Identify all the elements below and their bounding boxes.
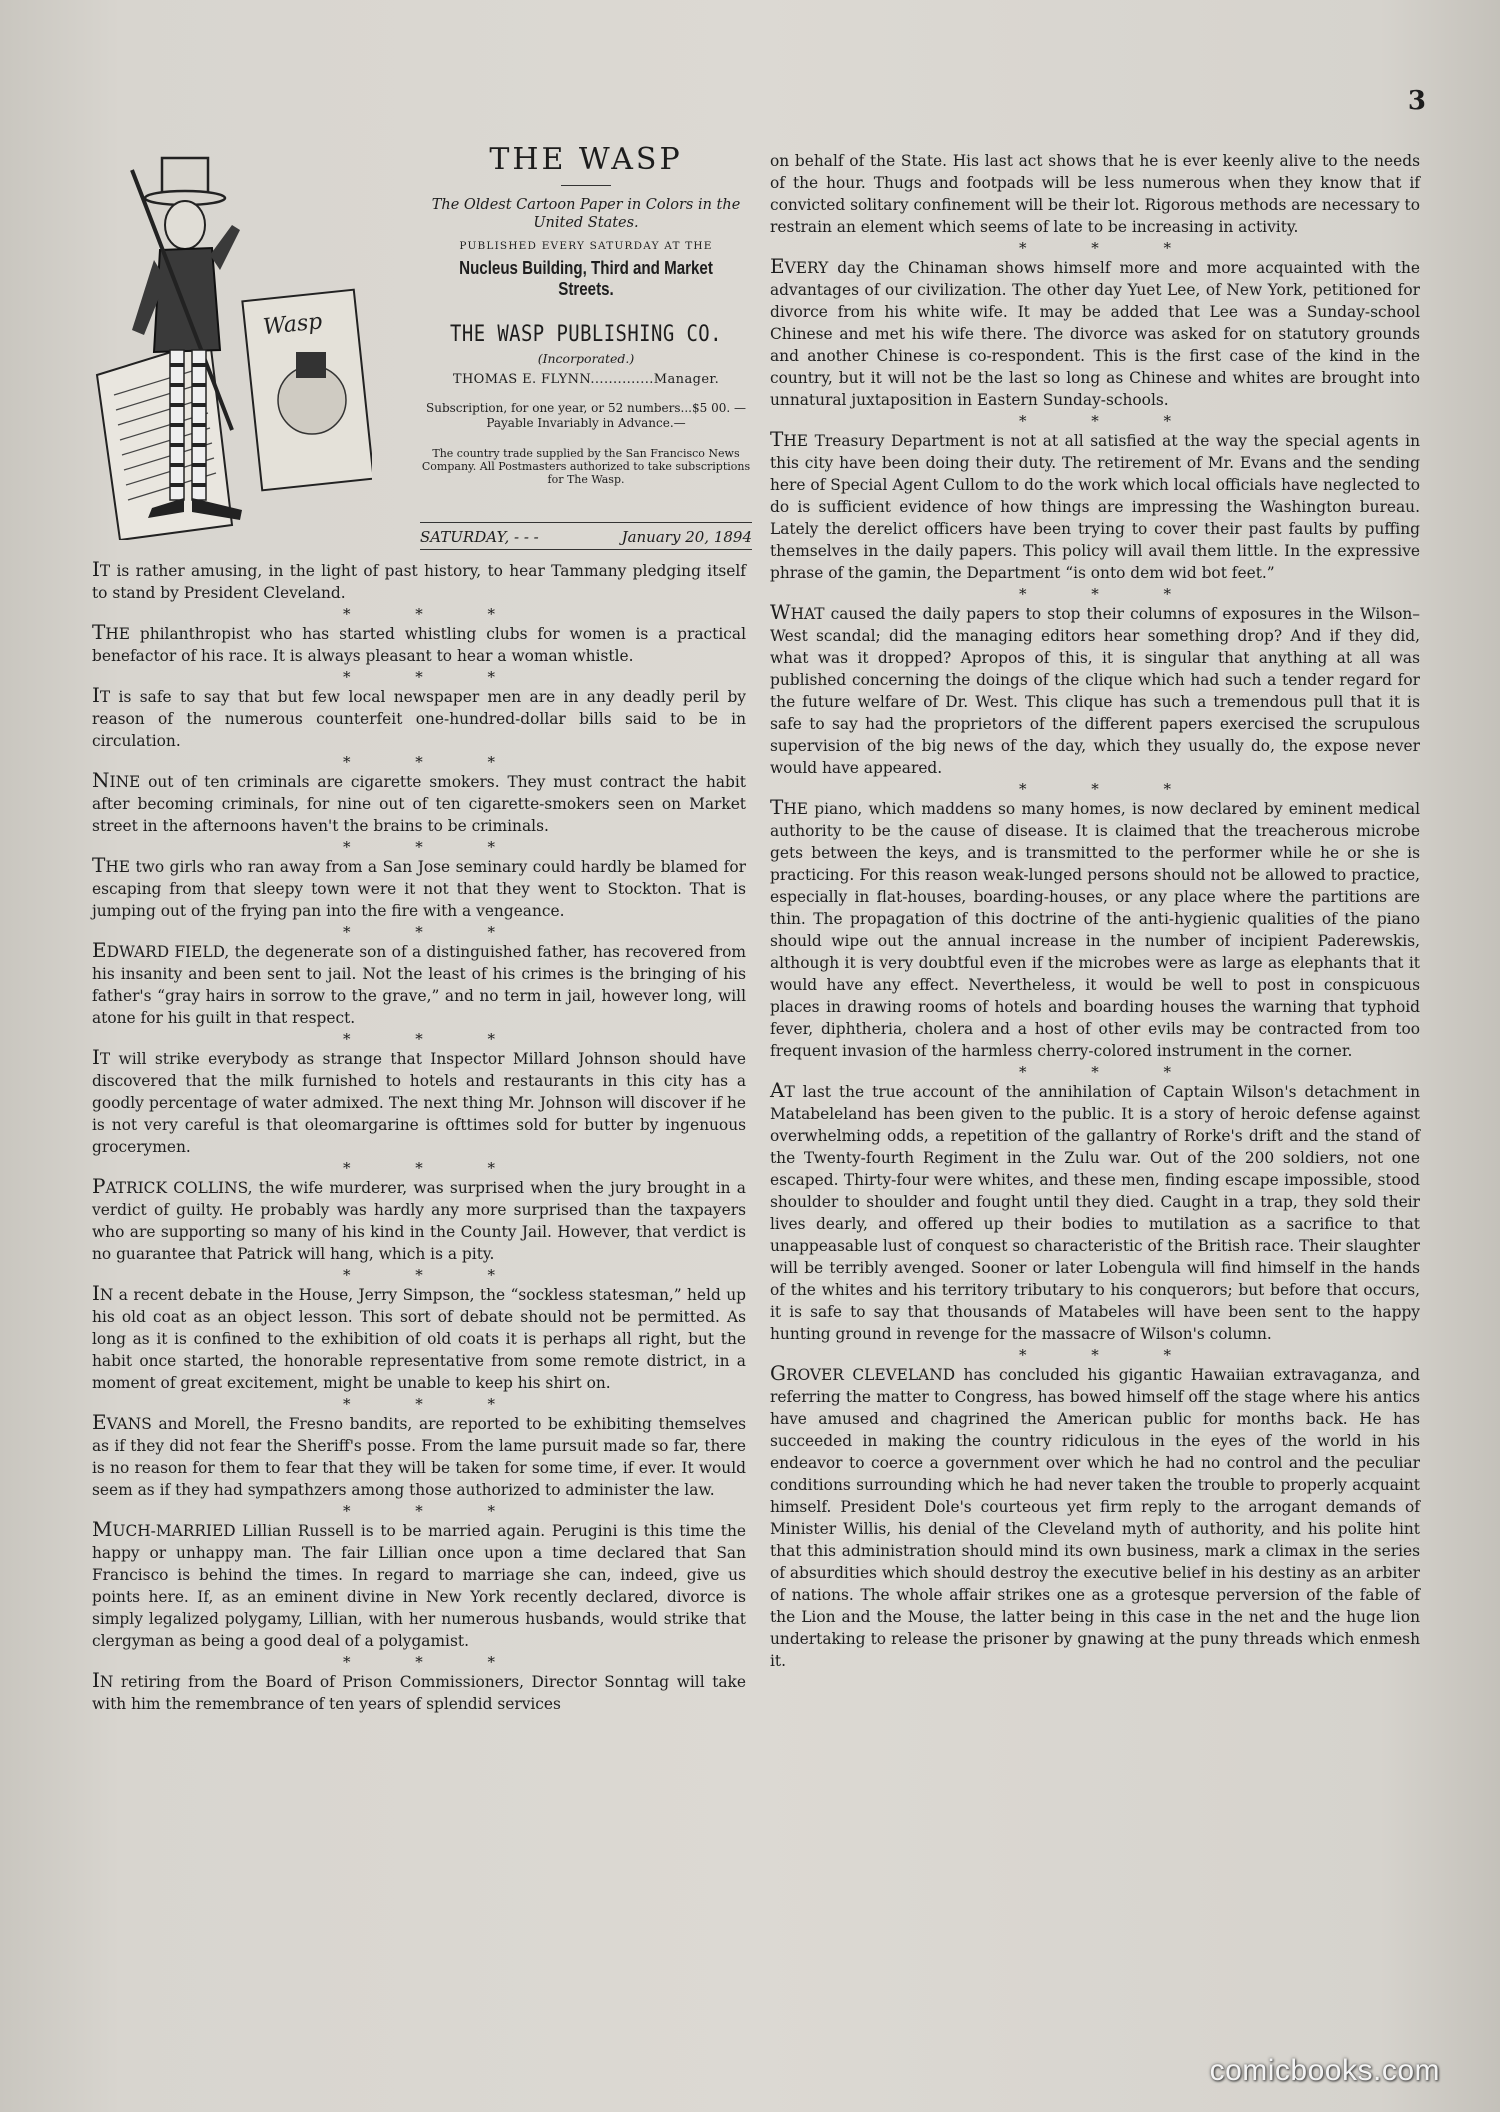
newspaper-title: THE WASP xyxy=(489,142,683,177)
article-paragraph xyxy=(770,150,1420,238)
page-number: 3 xyxy=(1407,86,1426,116)
drop-letter: T xyxy=(92,853,106,877)
paragraph-text: T last the true account of the annihilation of Captain Wilson's detachment in Matabeleland has been given to the public. It is a story of heroic defense against overwhelming odds, a repetition of the gallantry of Rorke's drift and the stand of the Twenty-fourth Regiment in the Zulu war. Out of the 200 soldiers, not one escaped. Thirty-four were whites, and these men, finding escape impossible, stood shoulder to shoulder and fought until they died. Caught in a trap, they sold their lives dearly, and offered up their bodies to mutilation as a sacrifice to that unappeasable lust of conquest so characteristic of the British race. Their slaughter will be terribly avenged. Sooner or later Lobengula will find himself in the hands of the whites and his territory tributary to his conquerors; but before that occurs, it is safe to say that thousands of Matabeles will have been sent to the happy hunting ground in revenge for the massacre of Wilson's column. xyxy=(770,1083,1420,1343)
drop-letter: I xyxy=(92,1045,100,1069)
drop-letter: G xyxy=(770,1361,786,1385)
section-separator: * * * xyxy=(342,1159,526,1177)
trade-note: The country trade supplied by the San Francisco News Company. All Postmasters authorized to take subscriptions for The Wasp. xyxy=(421,447,751,486)
drop-letter: I xyxy=(92,683,100,707)
drop-letter: I xyxy=(92,1668,100,1692)
section-separator: * * * xyxy=(342,1653,526,1671)
section-separator: * * * xyxy=(342,605,526,623)
drop-letter: A xyxy=(770,1078,785,1102)
paragraph-text: HAT caused the daily papers to stop their columns of exposures in the Wilson–West scandal; did the managing editors hear something drop? And if they did, what was it dropped? Apropos of this, it is singular that anything at all was published concerning the doings of the clique which had such a tender regard for the future welfare of Dr. West. This clique has such a tremendous pull that it is safe to say had the proprietors of the different papers exercised the scrupulous supervision of the big news of the day, which they usually do, the expose never would have appeared. xyxy=(770,605,1420,777)
masthead-cartoon-illustration xyxy=(92,130,372,540)
drop-letter: N xyxy=(92,768,110,792)
article-paragraph xyxy=(92,1410,746,1501)
drop-letter: M xyxy=(92,1517,113,1541)
article-paragraph xyxy=(92,1045,746,1158)
article-paragraph xyxy=(92,683,746,752)
dateline-date: January 20, 1894 xyxy=(621,528,752,546)
section-separator: * * * xyxy=(342,923,526,941)
paragraph-text: HE piano, which maddens so many homes, is now declared by eminent medical authority to be the cause of disease. It is claimed that the treacherous microbe gets between the keys, and is transmitted to the performer while he or she is practicing. For this reason weak-lunged persons should not be allowed to practice, especially in flat-houses, boarding-houses, or any place where the partitions are thin. The propagation of this doctrine of the anti-hygienic qualities of the piano should wipe out the annual increase in the number of incipient Paderewskis, although it is very doubtful even if the microbes were as large as elephants that it would have any effect. Nevertheless, it would be well to post in conspicuous places in drawing rooms of hotels and boarding houses the warning that typhoid fever, diphtheria, cholera and a host of other evils may be contracted from too frequent invasion of the harmless cherry-colored instrument in the corner. xyxy=(770,800,1420,1060)
section-separator: * * * xyxy=(1018,1346,1202,1364)
section-separator: * * * xyxy=(342,1266,526,1284)
article-paragraph xyxy=(770,254,1420,411)
article-paragraph xyxy=(770,795,1420,1062)
drop-letter: E xyxy=(770,254,785,278)
incorporated-note: (Incorporated.) xyxy=(537,351,635,366)
section-separator: * * * xyxy=(342,668,526,686)
section-separator: * * * xyxy=(1018,1063,1202,1081)
paragraph-text: T is rather amusing, in the light of past history, to hear Tammany pledging itself to stand by President Cleveland. xyxy=(92,562,746,602)
article-paragraph xyxy=(92,1517,746,1652)
paragraph-text: ATRICK COLLINS, the wife murderer, was surprised when the jury brought in a verdict of guilty. He probably was hardly any more surprised than the taxpayers who are supporting so many of his kind in the County Jail. However, that verdict is no guarantee that Patrick will hang, which is a pity. xyxy=(92,1179,746,1263)
article-paragraph xyxy=(92,768,746,837)
article-paragraph xyxy=(92,1281,746,1394)
drop-letter: I xyxy=(92,557,100,581)
article-paragraph xyxy=(770,1361,1420,1672)
drop-letter: T xyxy=(770,795,784,819)
masthead-text xyxy=(420,142,752,486)
paragraph-text: UCH-MARRIED Lillian Russell is to be married again. Perugini is this time the happy or unhappy man. The fair Lillian once upon a time declared that San Francisco is behind the times. In regard to marriage she can, indeed, give us points here. If, as an eminent divine in New York recently declared, divorce is simply legalized polygamy, Lillian, with her numerous husbands, would strike that clergyman as being a good deal of a polygamist. xyxy=(92,1522,746,1650)
section-separator: * * * xyxy=(1018,585,1202,603)
paragraph-text: VERY day the Chinaman shows himself more and more acquainted with the advantages of our civilization. The other day Yuet Lee, of New York, petitioned for divorce from his white wife. It may be added that Lee was a Sunday-school Chinese and met his wife there. The divorce was asked for on statutory grounds and another Chinese is co-respondent. This is the first case of the kind in the country, but it will not be the last so long as Chinese and whites are brought into unnatural juxtaposition in Eastern Sunday-schools. xyxy=(770,259,1420,409)
paragraph-text: T is safe to say that but few local newspaper men are in any deadly peril by reason of the numerous counterfeit one-hundred-dollar bills said to be in circulation. xyxy=(92,688,746,750)
article-paragraph xyxy=(92,557,746,604)
paragraph-text: DWARD FIELD, the degenerate son of a distinguished father, has recovered from his insanity and been sent to jail. Not the least of his crimes is the bringing of his father's “gray hairs in sorrow to the grave,” and no term in jail, however long, will atone for his guilt in that respect. xyxy=(92,943,746,1027)
drop-letter: P xyxy=(92,1174,106,1198)
left-column xyxy=(92,557,746,1715)
drop-letter: T xyxy=(92,620,106,644)
paragraph-text: T will strike everybody as strange that Inspector Millard Johnson should have discovered that the milk furnished to hotels and restaurants in this city has a goodly percentage of water admixed. The next thing Mr. Johnson will discover if he is not very careful is that oleomargarine is ofttimes sold for butter by ingenuous grocerymen. xyxy=(92,1050,746,1156)
published-note: PUBLISHED EVERY SATURDAY AT THE xyxy=(459,240,713,252)
article-paragraph xyxy=(92,1668,746,1715)
paragraph-text: HE two girls who ran away from a San Jose seminary could hardly be blamed for escaping from that sleepy town were it not that they went to Stockton. That is jumping out of the frying pan into the fire with a vengeance. xyxy=(92,858,746,920)
article-paragraph xyxy=(92,620,746,667)
drop-letter: W xyxy=(770,600,791,624)
section-separator: * * * xyxy=(1018,412,1202,430)
paragraph-text: on behalf of the State. His last act shows that he is ever keenly alive to the needs of the hour. Thugs and footpads will be less numerous when they know that if convicted solitary confinement will be their lot. Rigorous methods are necessary to restrain an element which seems of late to be increasing in activity. xyxy=(770,152,1420,236)
dateline xyxy=(420,522,752,550)
article-paragraph xyxy=(92,853,746,922)
paragraph-text: N retiring from the Board of Prison Commissioners, Director Sonntag will take with him the remembrance of ten years of splendid services xyxy=(92,1673,746,1713)
article-paragraph xyxy=(92,1174,746,1265)
paragraph-text: ROVER CLEVELAND has concluded his gigantic Hawaiian extravaganza, and referring the matter to Congress, has bowed himself off the stage where his antics have amused and chagrined the American public for months back. He has succeeded in making the country ridiculous in the eyes of the world in his endeavor to coerce a government over which he had no control and the peculiar conditions surrounding which he had never taken the trouble to properly acquaint himself. President Dole's courteous yet firm reply to the arrogant demands of Minister Willis, his denial of the Cleveland myth of authority, and his polite hint that this administration should mind its own business, mark a climax in the series of absurdities which should destroy the executive belief in his destiny as an arbiter of nations. The whole affair strikes one as a grotesque perversion of the fable of the Lion and the Mouse, the latter being in this case in the net and the huge lion undertaking to release the prisoner by gnawing at the puny threads which enmesh it. xyxy=(770,1366,1420,1670)
cartoon-poster-sign: Wasp xyxy=(261,309,324,341)
publisher-name: THE WASP PUBLISHING CO. xyxy=(450,322,722,347)
title-divider xyxy=(561,185,611,186)
drop-letter: E xyxy=(92,938,107,962)
paragraph-text: VANS and Morell, the Fresno bandits, are reported to be exhibiting themselves as if they did not fear the Sheriff's posse. From the lame pursuit made so far, there is no reason for them to fear that they will be taken for some time, if ever. It would seem as if they had sympathzers among those authorized to administer the law. xyxy=(92,1415,746,1499)
section-separator: * * * xyxy=(342,1030,526,1048)
section-separator: * * * xyxy=(342,753,526,771)
drop-letter: T xyxy=(770,427,784,451)
paragraph-text: HE Treasury Department is not at all satisfied at the way the special agents in this city have been doing their duty. The retirement of Mr. Evans and the sending here of Special Agent Cullom to do the work which local officials have neglected to do is sufficient evidence of how things are impressing the Washington bureau. Lately the derelict officers have been trying to cover their past faults by puffing themselves in the daily papers. This policy will avail them little. In the expressive phrase of the gamin, the Department “is onto dem wid bot feet.” xyxy=(770,432,1420,582)
article-paragraph xyxy=(92,938,746,1029)
article-paragraph xyxy=(770,600,1420,779)
paragraph-text: HE philanthropist who has started whistling clubs for women is a practical benefactor of his race. It is always pleasant to hear a woman whistle. xyxy=(92,625,746,665)
article-paragraph xyxy=(770,427,1420,584)
right-column xyxy=(770,150,1420,1672)
address: Nucleus Building, Third and Market Streets. xyxy=(459,258,713,299)
masthead xyxy=(92,130,752,550)
dateline-day: SATURDAY, - - - xyxy=(420,528,539,546)
watermark: comicbooks.com xyxy=(1209,2054,1440,2087)
manager-line: THOMAS E. FLYNN..............Manager. xyxy=(452,372,720,387)
section-separator: * * * xyxy=(342,1395,526,1413)
drop-letter: I xyxy=(92,1281,100,1305)
subscription-note: Subscription, for one year, or 52 numbers...$5 00. —Payable Invariably in Advance.— xyxy=(426,401,746,430)
section-separator: * * * xyxy=(342,1502,526,1520)
article-paragraph xyxy=(770,1078,1420,1345)
section-separator: * * * xyxy=(1018,780,1202,798)
section-separator: * * * xyxy=(1018,239,1202,257)
drop-letter: E xyxy=(92,1410,107,1434)
paragraph-text: INE out of ten criminals are cigarette smokers. They must contract the habit after becoming criminals, for nine out of ten cigarette-smokers seen on Market street in the afternoons haven't the brains to be criminals. xyxy=(92,773,746,835)
paragraph-text: N a recent debate in the House, Jerry Simpson, the “sockless statesman,” held up his old coat as an object lesson. This sort of debate should not be permitted. As long as it is confined to the exhibition of old coats it is perhaps all right, but the habit once started, the honorable representative from some remote district, in a moment of great excitement, might be unable to keep his shirt on. xyxy=(92,1286,746,1392)
section-separator: * * * xyxy=(342,838,526,856)
tagline: The Oldest Cartoon Paper in Colors in the United States. xyxy=(431,197,741,231)
